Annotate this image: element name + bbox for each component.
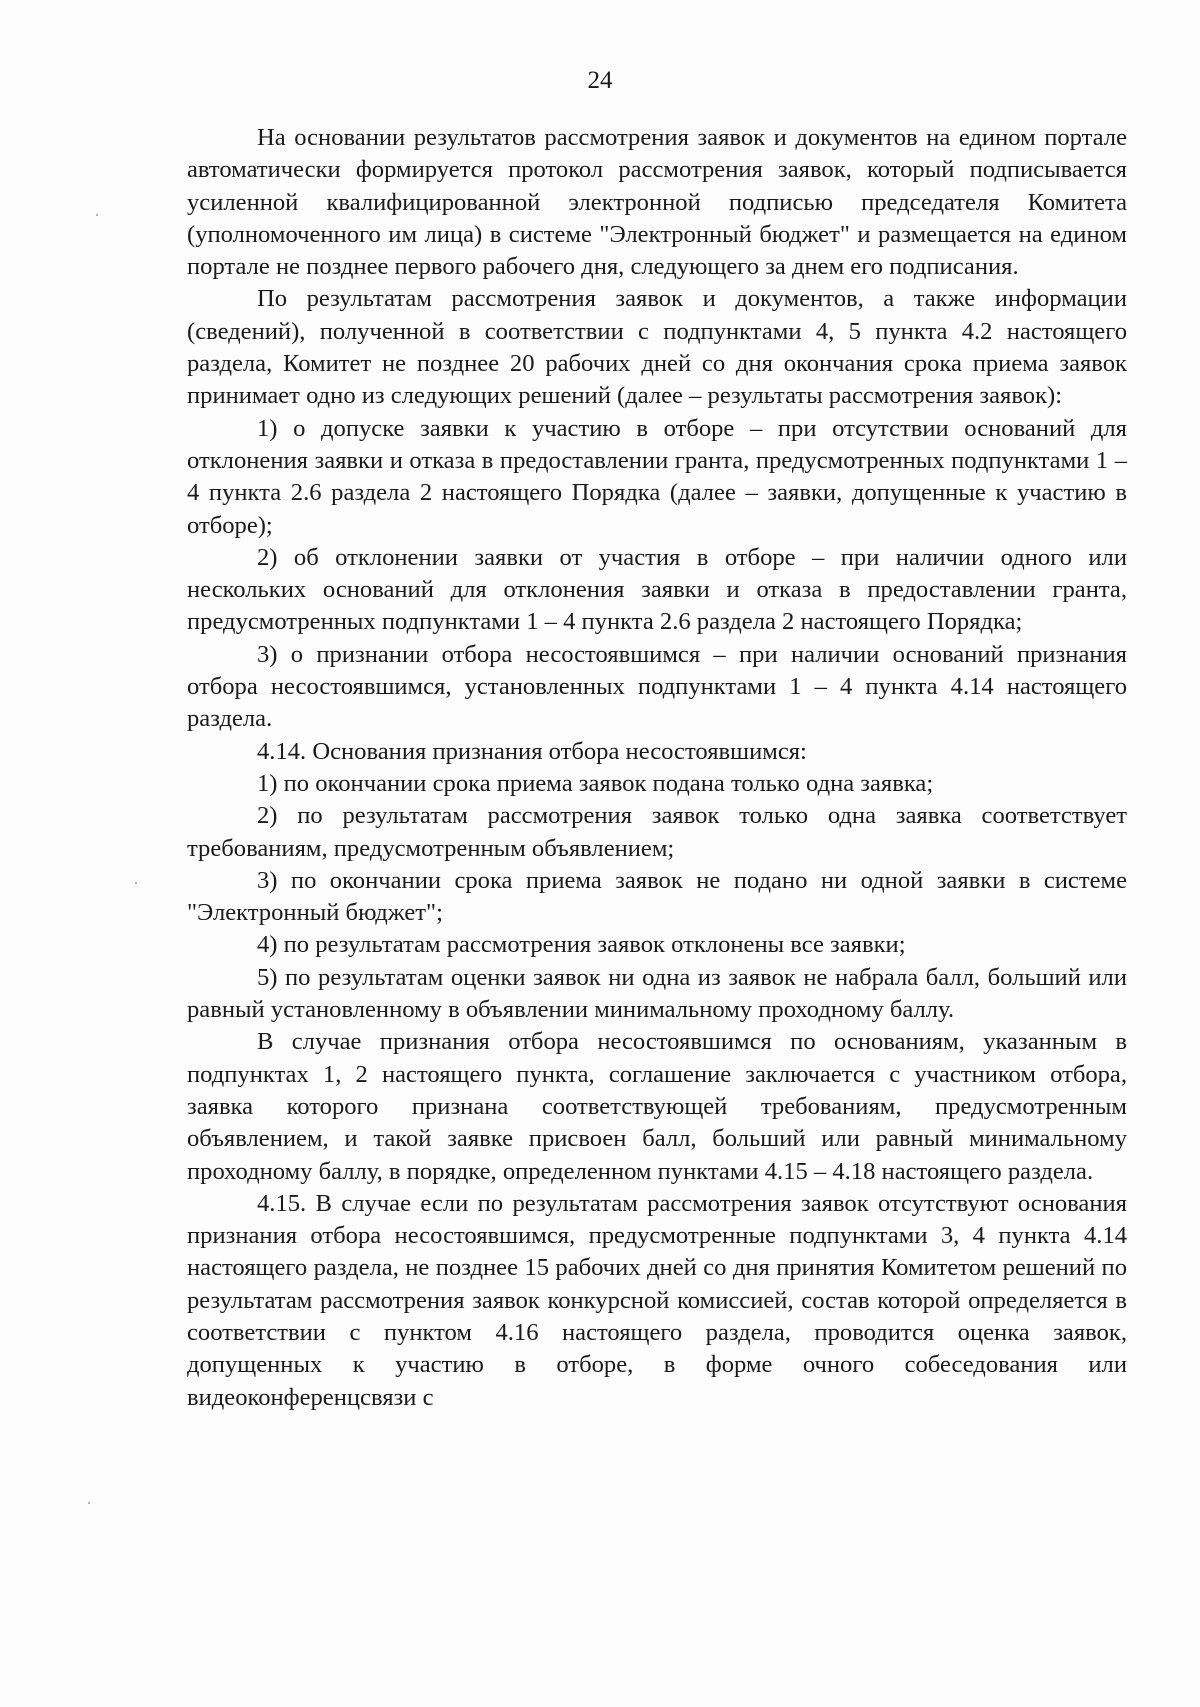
paragraph-decision-1: 1) о допуске заявки к участию в отборе – при отсутствии оснований для отклонения заявки и отказа в предоставлении гранта, предусмотренных подпунктами 1 – 4 пункта 2.6 раздела 2 настоящего Порядка (далее – заявки, допущенные к участию в отборе);: [187, 414, 1127, 539]
scan-speck: [135, 882, 137, 884]
paragraph-ground-2: 2) по результатам рассмотрения заявок только одна заявка соответствует требованиям, предусмотренным объявлением;: [187, 802, 1127, 862]
paragraph-ground-4: 4) по результатам рассмотрения заявок отклонены все заявки;: [257, 931, 906, 959]
paragraph-decisions: По результатам рассмотрения заявок и документов, а также информации (сведений), полученной в соответствии с подпунктами 4, 5 пункта 4.2 настоящего раздела, Комитет не позднее 20 рабочих дней со дня окончания срока приема заявок принимает одно из следующих решений (далее – результаты рассмотрения заявок):: [187, 285, 1127, 410]
paragraph-protocol: На основании результатов рассмотрения заявок и документов на едином портале автоматически формируется протокол рассмотрения заявок, который подписывается усиленной квалифицированной электронной подписью председателя Комитета (уполномоченного им лица) в системе "Электронный бюджет" и размещается на едином портале не позднее первого рабочего дня, следующего за днем его подписания.: [187, 124, 1127, 281]
paragraph-4-15: 4.15. В случае если по результатам рассмотрения заявок отсутствуют основания признания отбора несостоявшимся, предусмотренные подпунктами 3, 4 пункта 4.14 настоящего раздела, не позднее 15 рабочих дней со дня принятия Комитетом решений по результатам рассмотрения заявок конкурсной комиссией, состав которой определяется в соответствии с пунктом 4.16 настоящего раздела, проводится оценка заявок, допущенных к участию в отборе, в форме очного собеседования или видеоконференцсвязи с: [187, 1189, 1127, 1411]
paragraph-agreement: В случае признания отбора несостоявшимся по основаниям, указанным в подпунктах 1, 2 настоящего пункта, соглашение заключается с участником отбора, заявка которого признана соответствующей требованиям, предусмотренным объявлением, и такой заявке присвоен балл, больший или равный минимальному проходному баллу, в порядке, определенном пунктами 4.15 – 4.18 настоящего раздела.: [187, 1028, 1127, 1185]
scan-speck: [88, 1502, 90, 1504]
paragraph-ground-1: 1) по окончании срока приема заявок подана только одна заявка;: [257, 769, 934, 797]
paragraph-ground-3: 3) по окончании срока приема заявок не подано ни одной заявки в системе "Электронный бюджет";: [187, 866, 1127, 927]
paragraph-decision-3: 3) о признании отбора несостоявшимся – при наличии оснований признания отбора несостоявшимся, установленных подпунктами 1 – 4 пункта 4.14 настоящего раздела.: [187, 640, 1127, 733]
paragraph-ground-5: 5) по результатам оценки заявок ни одна из заявок не набрала балл, больший или равный установленному в объявлении минимальному проходному баллу.: [187, 963, 1127, 1024]
section-heading-4-14: 4.14. Основания признания отбора несостоявшимся:: [257, 737, 807, 765]
page-number: 24: [587, 67, 613, 94]
scan-speck: [96, 214, 98, 216]
paragraph-decision-2: 2) об отклонении заявки от участия в отборе – при наличии одного или нескольких оснований для отклонения заявки и отказа в предоставлении гранта, предусмотренных подпунктами 1 – 4 пункта 2.6 раздела 2 настоящего Порядка;: [187, 543, 1127, 636]
document-body: [187, 122, 1127, 1414]
